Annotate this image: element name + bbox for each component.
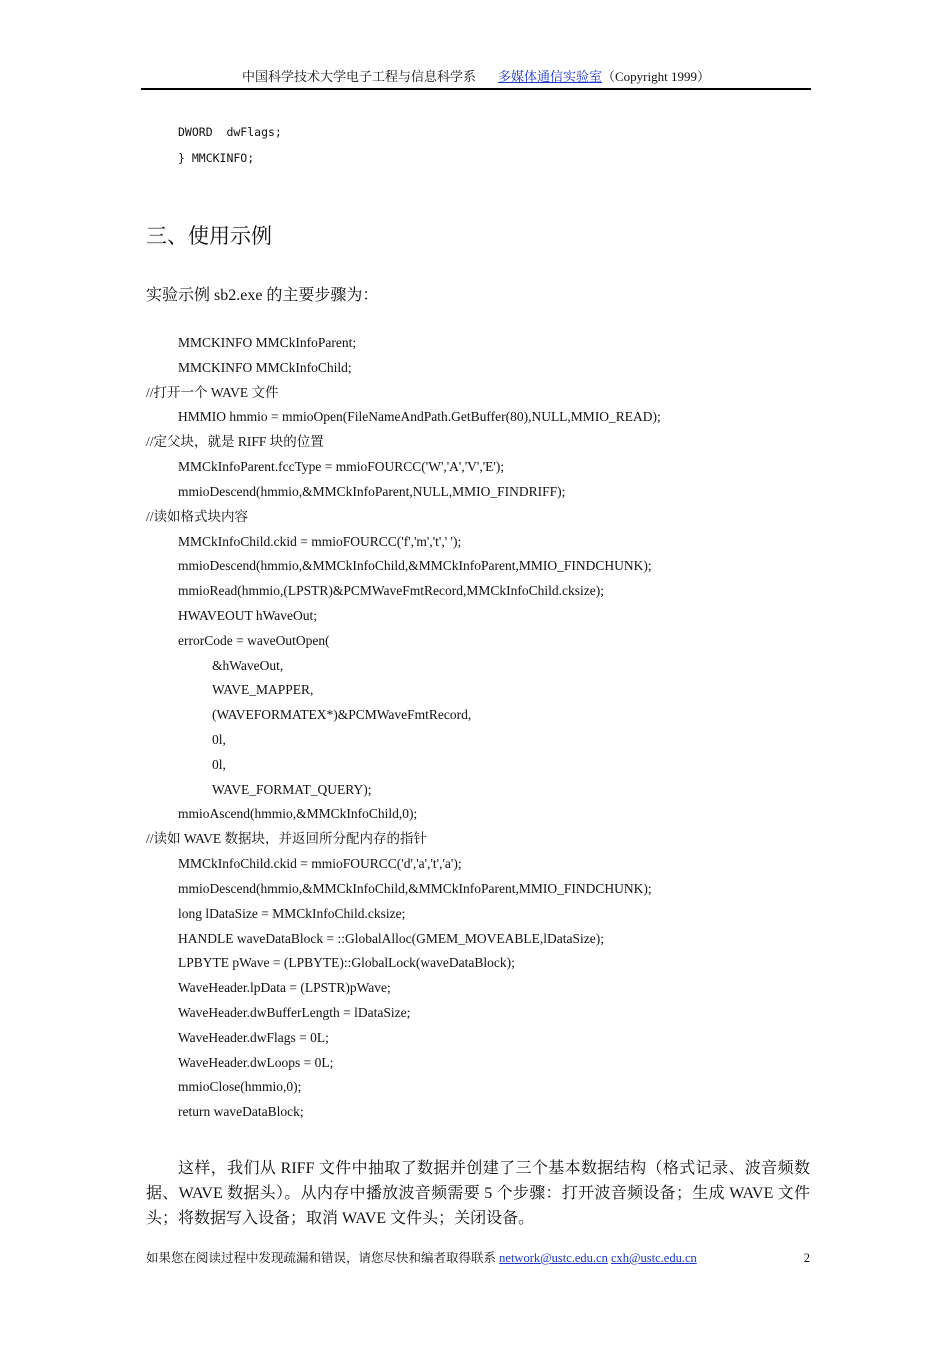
- code-line: 0l,: [212, 732, 226, 747]
- code-line: WAVE_MAPPER,: [212, 682, 314, 698]
- code-line: WaveHeader.dwLoops = 0L;: [178, 1054, 334, 1070]
- code-line: WaveHeader.lpData = (LPSTR)pWave;: [178, 980, 391, 996]
- section-title: 三、使用示例: [146, 224, 272, 248]
- code-line: (WAVEFORMATEX*)&PCMWaveFmtRecord,: [212, 707, 472, 723]
- struct-line: } MMCKINFO;: [178, 151, 255, 165]
- code-line: WaveHeader.dwFlags = 0L;: [178, 1029, 329, 1045]
- code-line: WAVE_FORMAT_QUERY);: [212, 781, 372, 797]
- lab-link[interactable]: 多媒体通信实验室: [498, 69, 603, 84]
- code-line: MMCKINFO MMCkInfoChild;: [178, 359, 352, 375]
- code-line: HMMIO hmmio = mmioOpen(FileNameAndPath.GetBuffer(80),NULL,MMIO_READ);: [178, 409, 661, 425]
- code-line: errorCode = waveOutOpen(: [178, 632, 330, 648]
- page-footer: [146, 1248, 810, 1268]
- code-line: mmioDescend(hmmio,&MMCkInfoParent,NULL,MMIO_FINDRIFF);: [178, 483, 566, 499]
- code-line: MMCkInfoParent.fccType = mmioFOURCC('W','A','V','E');: [178, 459, 505, 475]
- code-line: &hWaveOut,: [212, 657, 284, 673]
- page-number: 2: [803, 1251, 810, 1265]
- footer-email-network[interactable]: network@ustc.edu.cn: [499, 1251, 608, 1265]
- code-comment-line: //定父块，就是 RIFF 块的位置: [146, 434, 324, 450]
- code-comment-line: //读如格式块内容: [146, 508, 249, 524]
- header-copyright: （Copyright 1999）: [602, 69, 710, 84]
- page-header: [141, 66, 811, 90]
- code-comment-line: //读如 WAVE 数据块，并返回所分配内存的指针: [146, 831, 428, 847]
- code-line: mmioDescend(hmmio,&MMCkInfoChild,&MMCkInfoParent,MMIO_FINDCHUNK);: [178, 558, 652, 574]
- code-line: HANDLE waveDataBlock = ::GlobalAlloc(GMEM_MOVEABLE,lDataSize);: [178, 930, 605, 946]
- code-line: long lDataSize = MMCkInfoChild.cksize;: [178, 905, 406, 921]
- struct-tail-code: [178, 119, 282, 171]
- footer-email-cxh[interactable]: cxh@ustc.edu.cn: [610, 1251, 697, 1265]
- intro-paragraph: 实验示例 sb2.exe 的主要步骤为：: [146, 287, 379, 304]
- code-line: MMCkInfoChild.ckid = mmioFOURCC('d','a','t','a');: [178, 856, 462, 872]
- code-comment-line: //打开一个 WAVE 文件: [146, 384, 279, 400]
- closing-paragraph: 这样，我们从 RIFF 文件中抽取了数据并创建了三个基本数据结构（格式记录、波音频数据、WAVE 数据头）。从内存中播放波音频需要 5 个步骤：打开波音频设备；生成 WAVE 文件头；将数据写入设备；取消 WAVE 文件头；关闭设备。: [146, 1160, 810, 1227]
- code-line: LPBYTE pWave = (LPBYTE)::GlobalLock(waveDataBlock);: [178, 955, 515, 971]
- code-line: WaveHeader.dwBufferLength = lDataSize;: [178, 1004, 411, 1020]
- code-line: return waveDataBlock;: [178, 1104, 304, 1120]
- code-line: mmioRead(hmmio,(LPSTR)&PCMWaveFmtRecord,MMCkInfoChild.cksize);: [178, 583, 605, 599]
- footer-note: 如果您在阅读过程中发现疏漏和错误，请您尽快和编者取得联系: [146, 1251, 497, 1265]
- header-department: 中国科学技术大学电子工程与信息科学系: [241, 69, 476, 84]
- struct-line: DWORD dwFlags;: [178, 125, 282, 139]
- code-listing: [146, 331, 826, 1125]
- code-line: mmioClose(hmmio,0);: [178, 1079, 302, 1095]
- code-line: mmioAscend(hmmio,&MMCkInfoChild,0);: [178, 806, 418, 822]
- code-line: mmioDescend(hmmio,&MMCkInfoChild,&MMCkInfoParent,MMIO_FINDCHUNK);: [178, 880, 652, 896]
- code-line: 0l,: [212, 756, 226, 772]
- code-line: MMCKINFO MMCkInfoParent;: [178, 335, 357, 350]
- code-line: MMCkInfoChild.ckid = mmioFOURCC('f','m','t',' ');: [178, 533, 462, 549]
- code-line: HWAVEOUT hWaveOut;: [178, 607, 318, 623]
